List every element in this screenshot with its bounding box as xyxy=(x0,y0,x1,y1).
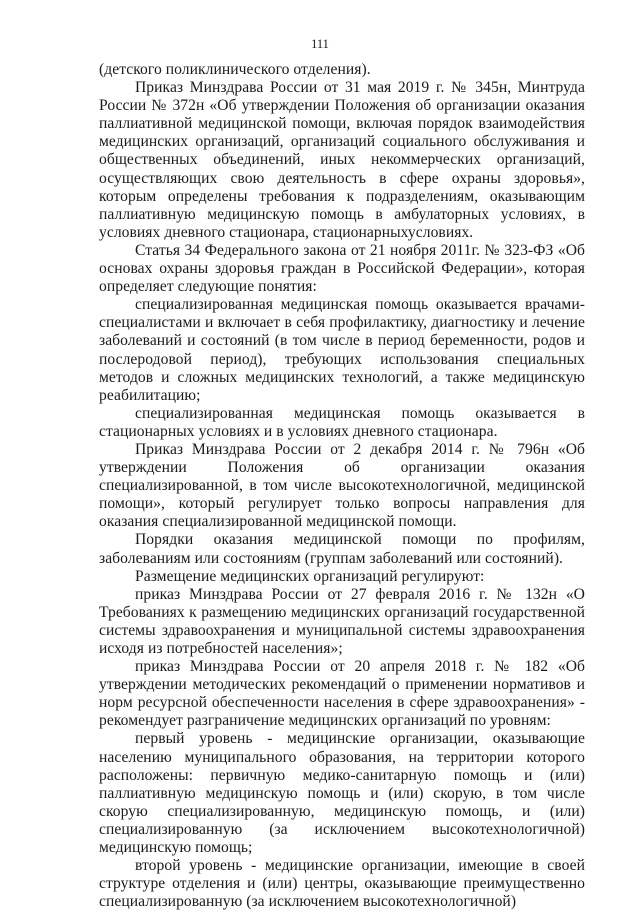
document-body xyxy=(99,61,585,911)
paragraph: Порядки оказания медицинской помощи по профилям, заболеваниям или состояниям (группам заболеваний или состояний). xyxy=(99,531,585,567)
paragraph: специализированная медицинская помощь оказывается врачами-специалистами и включает в себя профилактику, диагностику и лечение заболеваний и состояний (в том числе в период беременности, родов и послеродовой период), требующих использования специальных методов и сложных медицинских технологий, а также медицинскую реабилитацию; xyxy=(99,296,585,404)
paragraph: первый уровень - медицинские организации, оказывающие населению муниципального образования, на территории которого расположены: первичную медико-санитарную помощь и (или) паллиативную медицинскую помощь и (или) скорую, в том числе скорую специализированную, медицинскую помощь, и (или) специализированную (за исключением высокотехнологичной) медицинскую помощь; xyxy=(99,730,585,857)
paragraph: специализированная медицинская помощь оказывается в стационарных условиях и в условиях дневного стационара. xyxy=(99,404,585,440)
page-number: 111 xyxy=(311,37,329,51)
paragraph: Размещение медицинских организаций регулируют: xyxy=(135,567,485,585)
paragraph: (детского поликлинического отделения). xyxy=(99,61,371,78)
paragraph: приказ Минздрава России от 20 апреля 2018 г. № 182 «Об утверждении методических рекомендаций о применении нормативов и норм ресурсной обеспеченности населения в сфере здравоохранения» - рекомендует разграничение медицинских организаций по уровням: xyxy=(99,658,585,730)
paragraph: приказ Минздрава России от 27 февраля 2016 г. № 132н «О Требованиях к размещению медицинских организаций государственной системы здравоохранения и муниципальной системы здравоохранения исходя из потребностей населения»; xyxy=(99,585,585,657)
paragraph: Статья 34 Федерального закона от 21 ноября 2011г. № 323-ФЗ «Об основах охраны здоровья граждан в Российской Федерации», которая определяет следующие понятия: xyxy=(99,241,585,296)
paragraph: Приказ Минздрава России от 31 мая 2019 г. № 345н, Минтруда России № 372н «Об утверждении Положения об организации оказания паллиативной медицинской помощи, включая порядок взаимодействия медицинских организаций, организаций социального обслуживания и общественных объединений, иных некоммерческих организаций, осуществляющих свою деятельность в сфере охраны здоровья», которым определены требования к подразделениям, оказывающим паллиативную медицинскую помощь в амбулаторных условиях, в условиях дневного стационара, стационарныхусловиях. xyxy=(99,79,585,241)
paragraph: второй уровень - медицинские организации, имеющие в своей структуре отделения и (или) центры, оказывающие преимущественно специализированную (за исключением высокотехнологичной) xyxy=(99,857,585,911)
paragraph: Приказ Минздрава России от 2 декабря 2014 г. № 796н «Об утверждении Положения об организации оказания специализированной, в том числе высокотехнологичной, медицинской помощи», который регулирует только вопросы направления для оказания специализированной медицинской помощи. xyxy=(99,440,585,531)
